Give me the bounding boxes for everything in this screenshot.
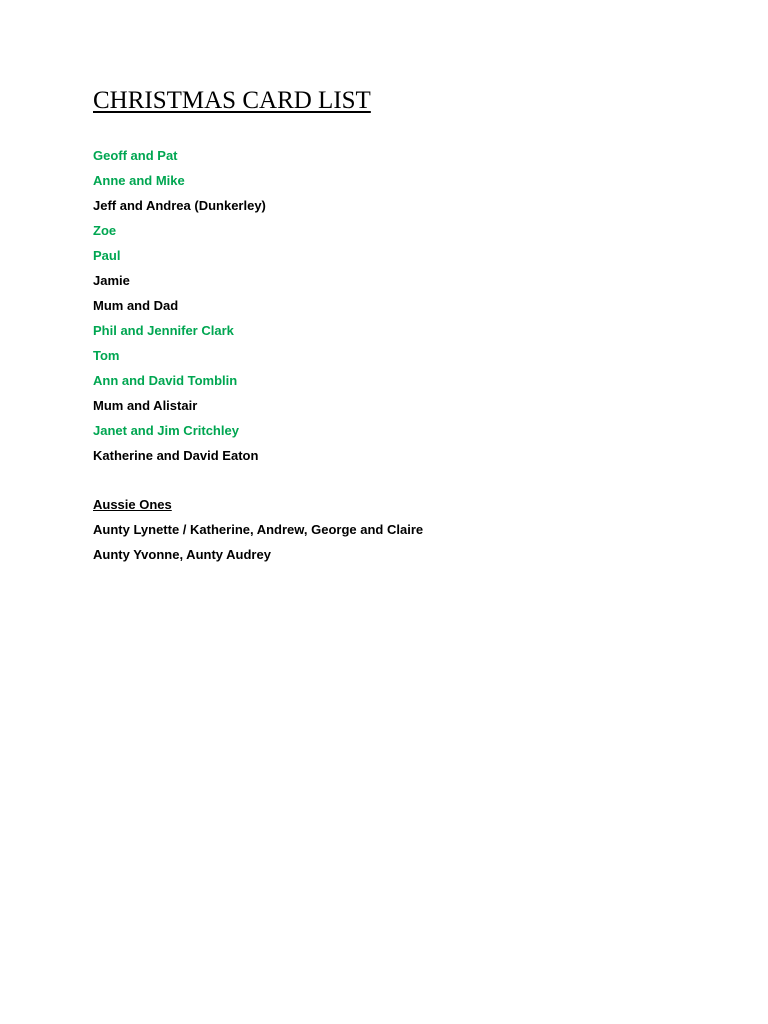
aussie-section [93, 492, 423, 567]
list-item: Jamie [93, 273, 130, 288]
list-item: Mum and Alistair [93, 398, 198, 413]
list-item: Aunty Lynette / Katherine, Andrew, George and Claire [93, 522, 424, 537]
list-item: Anne and Mike [93, 173, 185, 188]
list-item: Jeff and Andrea (Dunkerley) [93, 198, 266, 213]
list-item: Aunty Yvonne, Aunty Audrey [93, 547, 271, 562]
list-item: Zoe [93, 223, 117, 238]
aussie-list [93, 517, 423, 567]
section-heading: Aussie Ones [93, 497, 172, 512]
list-item: Tom [93, 348, 120, 363]
list-item: Paul [93, 248, 121, 263]
list-item: Geoff and Pat [93, 148, 178, 163]
list-item: Ann and David Tomblin [93, 373, 238, 388]
document-title: CHRISTMAS CARD LIST [93, 87, 371, 114]
list-item: Janet and Jim Critchley [93, 423, 239, 438]
list-item: Mum and Dad [93, 298, 179, 313]
list-item: Katherine and David Eaton [93, 448, 259, 463]
list-item: Phil and Jennifer Clark [93, 323, 234, 338]
card-recipient-list [93, 143, 266, 468]
